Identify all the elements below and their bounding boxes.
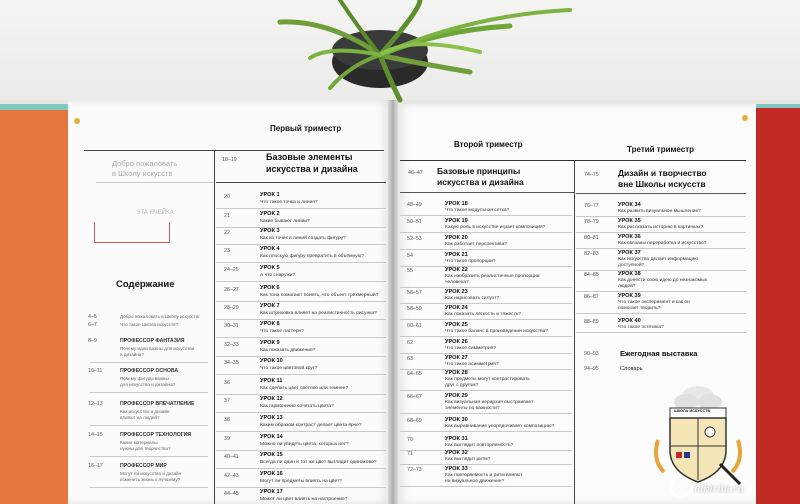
lesson-pages: 36 [224, 380, 230, 386]
lesson-question: Что такое цветовой круг? [260, 366, 318, 371]
row-divider [90, 362, 208, 363]
professor-name: ПРОФЕССОР ВПЕЧАТЛЕНИЕ [120, 401, 195, 407]
row-divider [216, 487, 386, 488]
lesson-question: А что снаружи? [260, 273, 296, 278]
row-divider [216, 394, 386, 395]
row-divider [576, 313, 746, 314]
lesson-question: Всегда ли один и тот же цвет выглядит одинаково? [260, 460, 377, 465]
divider [96, 182, 214, 183]
lesson-question: Как выглядит ритм? [445, 457, 491, 462]
lesson-label: УРОК 21 [445, 252, 468, 258]
lesson-question: Что такое эстетика? [618, 325, 664, 330]
lesson-pages: 54 [407, 253, 413, 259]
dictionary-title: Словарь [620, 366, 643, 372]
lesson-question: Как визуальная иерархия выстраивает [445, 400, 534, 405]
row-divider [400, 266, 572, 267]
lesson-pages: 80–81 [584, 235, 599, 241]
lesson-label: УРОК 25 [445, 322, 468, 328]
row-divider [576, 216, 746, 217]
lesson-label: УРОК 15 [260, 452, 283, 458]
lesson-label: УРОК 27 [445, 355, 468, 361]
lesson-label: УРОК 33 [445, 466, 468, 472]
row-divider [400, 336, 572, 337]
professor-question: для искусства и дизайна? [120, 382, 176, 387]
lesson-label: УРОК 23 [445, 289, 468, 295]
lesson-pages: 66–67 [407, 394, 422, 400]
lesson-question: Что такое баланс в произведении искусства? [445, 329, 549, 334]
professor-name: ПРОФЕССОР ОСНОВА [120, 368, 179, 374]
lesson-pages: 84–85 [584, 272, 599, 278]
lesson-label: УРОК 36 [618, 234, 641, 240]
row-divider [216, 281, 386, 282]
lesson-question: Могут ли предметы влиять на цвет? [260, 479, 342, 484]
lesson-pages: 76–77 [584, 203, 599, 209]
lesson-label: УРОК 26 [445, 339, 468, 345]
row-divider [216, 337, 386, 338]
lesson-pages: 82–83 [584, 251, 599, 257]
lesson-question: Как сделать цвет светлее или темнее? [260, 386, 349, 391]
lesson-pages: 72–73 [407, 467, 422, 473]
lesson-label: УРОК 32 [445, 450, 468, 456]
row-divider [400, 464, 572, 465]
lesson-pages: 38 [224, 417, 230, 423]
pin-icon [742, 115, 748, 121]
row-divider [576, 232, 746, 233]
lesson-question: Как выглядит повторяемость? [445, 443, 514, 448]
lesson-question: Можно ли увидеть цвета, которых нет? [260, 442, 349, 447]
lesson-question: Какие бывают линии? [260, 219, 310, 224]
lesson-pages: 32–33 [224, 342, 239, 348]
lesson-question: доступной? [618, 263, 645, 268]
lesson-pages: 44–45 [224, 491, 239, 497]
school-logo [650, 380, 746, 490]
lesson-label: УРОК 16 [260, 471, 283, 477]
potted-plant [270, 0, 600, 110]
lesson-question: Как из точек и линий создать фигуру? [260, 236, 346, 241]
row-divider [90, 425, 208, 426]
row-divider [400, 390, 572, 391]
lesson-question: на визуальное движение? [445, 479, 505, 484]
lesson-question: друг с другом? [445, 383, 479, 388]
lesson-label: УРОК 6 [260, 285, 280, 291]
lesson-pages: 60–61 [407, 323, 422, 329]
lesson-question: Как донести свою идею до незнакомых [618, 278, 708, 283]
lesson-question: Как показать лёгкость и тяжесть? [445, 312, 522, 317]
lesson-pages: 20 [224, 194, 230, 200]
exhibition-pages: 90–93 [584, 351, 599, 357]
lesson-label: УРОК 2 [260, 211, 280, 217]
professor-pages: 4–5 [88, 314, 97, 320]
professor-pages: 8–9 [88, 338, 97, 344]
professor-question: и дизайна? [120, 352, 144, 357]
lesson-question: Может ли цвет влиять на настроение? [260, 497, 348, 502]
lesson-question: Как развить визуальное мышление? [618, 209, 701, 214]
lesson-label: УРОК 37 [618, 250, 641, 256]
lesson-pages: 30–31 [224, 323, 239, 329]
lesson-label: УРОК 40 [618, 318, 641, 324]
exhibition-title: Ежегодная выставка [620, 349, 698, 358]
row-divider [400, 413, 572, 414]
lesson-question: Как работает перспектива? [445, 242, 508, 247]
welcome-line-2: в Школу искусств [112, 169, 173, 178]
lesson-label: УРОК 35 [618, 218, 641, 224]
lesson-question: Что такое асимметрия? [445, 362, 499, 367]
professor-pages: 14–15 [88, 432, 103, 438]
mid-section-pages: 46–47 [408, 170, 423, 176]
lesson-label: УРОК 11 [260, 378, 283, 384]
section-title-1: Базовые элементы [266, 152, 353, 162]
lesson-pages: 23 [224, 248, 230, 254]
lesson-question: Как связаны переработка и искусство? [618, 241, 707, 246]
book-gutter [388, 100, 398, 504]
lesson-label: УРОК 38 [618, 271, 641, 277]
row-divider [400, 431, 572, 432]
intro-line: Добро пожаловать в Школу искусств! [120, 314, 200, 319]
lesson-pages: 28–29 [224, 305, 239, 311]
row-divider [90, 392, 208, 393]
professor-question: Могут ли искусство и дизайн [120, 471, 182, 476]
lesson-pages: 62 [407, 340, 413, 346]
row-divider [576, 291, 746, 292]
column-divider [214, 150, 215, 504]
labirint-logo-icon [670, 476, 692, 498]
lesson-question: элементы по важности? [445, 406, 500, 411]
pin-icon [74, 118, 80, 124]
lesson-pages: 68–69 [407, 418, 422, 424]
lesson-pages: 64–65 [407, 371, 422, 377]
trimester-3-header: Третий триместр [627, 145, 695, 154]
row-divider [400, 232, 572, 233]
mid-section-title-1: Базовые принципы [437, 166, 521, 176]
professor-question: Почему фигуры важны [120, 376, 169, 381]
lesson-question: Как штриховка влияет на реалистичность рисунка? [260, 311, 377, 316]
professor-name: ПРОФЕССОР ФАНТАЗИЯ [120, 338, 185, 344]
row-divider [576, 248, 746, 249]
lesson-question: Что такое модульная сетка? [445, 208, 510, 213]
lesson-pages: 42–43 [224, 473, 239, 479]
row-divider [216, 412, 386, 413]
right-section-pages: 74–75 [584, 172, 599, 178]
professor-question: нужны для творчества? [120, 446, 171, 451]
trimester-1-header: Первый триместр [270, 124, 342, 133]
lesson-pages: 71 [407, 451, 413, 457]
lesson-label: УРОК 4 [260, 246, 280, 252]
lesson-pages: 26–27 [224, 287, 239, 293]
logo-text: ШКОЛА ИСКУССТВ [674, 409, 711, 413]
lesson-pages: 50–51 [407, 219, 422, 225]
welcome-line-1: Добро пожаловать [112, 159, 178, 168]
section-pages: 18–19 [222, 157, 237, 163]
row-divider [576, 270, 746, 271]
row-divider [216, 244, 386, 245]
row-divider [216, 262, 386, 263]
lesson-question: Как тона помогают понять, что объект трёхмерный? [260, 293, 379, 298]
row-divider [216, 227, 386, 228]
row-divider [216, 356, 386, 357]
lesson-label: УРОК 9 [260, 340, 280, 346]
row-divider [90, 487, 208, 488]
lesson-question: Что такое точка и линия? [260, 200, 318, 205]
row-divider [216, 208, 386, 209]
professor-pages: 12–13 [88, 401, 103, 407]
lesson-label: УРОК 39 [618, 293, 641, 299]
divider [84, 150, 384, 151]
row-divider [216, 301, 386, 302]
lesson-label: УРОК 5 [260, 265, 280, 271]
lesson-label: УРОК 7 [260, 303, 280, 309]
lesson-question: Как рассказать историю в картинках? [618, 225, 704, 230]
professor-question: Почему идеи важны для искусства [120, 346, 195, 351]
lesson-question: Что такое паттерн? [260, 329, 304, 334]
divider [400, 160, 746, 161]
lesson-question: Как показать движение? [260, 348, 316, 353]
professor-pages: 10–11 [88, 368, 103, 374]
row-divider [400, 287, 572, 288]
lesson-question: Что такое эксперимент и как он [618, 300, 690, 305]
divider [576, 193, 746, 194]
lesson-pages: 78–79 [584, 219, 599, 225]
lesson-label: УРОК 20 [445, 235, 468, 241]
lesson-question: Каким образом контраст делает цвета ярче? [260, 423, 362, 428]
lesson-pages: 58–59 [407, 306, 422, 312]
lesson-question: Как плоскую фигуру превратить в объёмную? [260, 254, 364, 259]
lesson-label: УРОК 8 [260, 321, 280, 327]
lesson-label: УРОК 31 [445, 436, 468, 442]
lesson-label: УРОК 1 [260, 192, 280, 198]
lesson-label: УРОК 12 [260, 396, 283, 402]
watermark-text: ЭТА ЯЧЕЙКА [136, 210, 174, 216]
lesson-question: Как искусство делает информацию [618, 257, 698, 262]
red-tag [94, 222, 170, 243]
lesson-label: УРОК 3 [260, 228, 280, 234]
lesson-label: УРОК 34 [618, 202, 641, 208]
section-title-2: искусства и дизайна [266, 164, 358, 174]
lesson-label: УРОК 19 [445, 218, 468, 224]
right-section-title-1: Дизайн и творчество [618, 168, 707, 178]
labirint-watermark: labirint.ru [694, 481, 744, 495]
lesson-pages: 88–89 [584, 319, 599, 325]
professor-question: Какие материалы [120, 440, 158, 445]
contents-title: Содержание [116, 279, 175, 290]
row-divider [400, 249, 572, 250]
lesson-label: УРОК 29 [445, 393, 468, 399]
row-divider [576, 332, 746, 333]
lesson-question: людей? [618, 284, 636, 289]
lesson-label: УРОК 14 [260, 434, 283, 440]
row-divider [400, 353, 572, 354]
lesson-label: УРОК 13 [260, 415, 283, 421]
lesson-label: УРОК 28 [445, 370, 468, 376]
lesson-pages: 34–35 [224, 360, 239, 366]
mid-section-title-2: искусства и дизайна [437, 177, 524, 187]
lesson-pages: 55 [407, 268, 413, 274]
row-divider [90, 456, 208, 457]
lesson-pages: 52–53 [407, 236, 422, 242]
trimester-2-header: Второй триместр [454, 140, 523, 149]
lesson-question: Как повторяемость и ритм влияют [445, 473, 523, 478]
lesson-pages: 21 [224, 213, 230, 219]
lesson-question: помогает творить? [618, 306, 661, 311]
lesson-pages: 63 [407, 356, 413, 362]
lesson-pages: 70 [407, 437, 413, 443]
lesson-label: УРОК 10 [260, 358, 283, 364]
dictionary-pages: 94–95 [584, 366, 599, 372]
lesson-question: человека? [445, 280, 469, 285]
lesson-pages: 24–25 [224, 267, 239, 273]
lesson-label: УРОК 22 [445, 267, 468, 273]
right-section-title-2: вне Школы искусств [618, 179, 706, 189]
lesson-label: УРОК 24 [445, 305, 468, 311]
intro-line: Что такое Школа искусств? [120, 322, 179, 327]
lesson-question: Что такое пропорции? [445, 259, 496, 264]
lesson-label: УРОК 18 [445, 201, 468, 207]
professor-question: изменить жизнь к лучшему? [120, 477, 181, 482]
lesson-pages: 22 [224, 230, 230, 236]
row-divider [400, 303, 572, 304]
row-divider [216, 431, 386, 432]
lesson-question: Как гармонично сочетать цвета? [260, 404, 334, 409]
professor-name: ПРОФЕССОР МИР [120, 463, 167, 469]
row-divider [400, 450, 572, 451]
row-divider [216, 374, 386, 375]
lesson-label: УРОК 30 [445, 417, 468, 423]
divider [216, 182, 386, 183]
column-divider [574, 160, 575, 504]
lesson-pages: 48–49 [407, 202, 422, 208]
lesson-label: УРОК 17 [260, 489, 283, 495]
row-divider [400, 215, 572, 216]
professor-name: ПРОФЕССОР ТЕХНОЛОГИЯ [120, 432, 192, 438]
row-divider [400, 486, 572, 487]
lesson-question: Как нарисовать силуэт? [445, 296, 500, 301]
lesson-question: Как выравнивание упорядочивает композицию? [445, 424, 555, 429]
lesson-pages: 37 [224, 398, 230, 404]
lesson-pages: 39 [224, 436, 230, 442]
professor-question: влияют на людей? [120, 415, 160, 420]
lesson-question: Как изобразить реалистичные пропорции [445, 274, 540, 279]
row-divider [216, 468, 386, 469]
divider [400, 192, 574, 193]
row-divider [400, 319, 572, 320]
lesson-question: Что такое симметрия? [445, 346, 496, 351]
lesson-pages: 86–87 [584, 294, 599, 300]
professor-question: Как искусство и дизайн [120, 409, 170, 414]
lesson-question: Как предметы могут контрастировать [445, 377, 530, 382]
professor-pages: 6–7 [88, 322, 97, 328]
row-divider [216, 319, 386, 320]
lesson-pages: 40–41 [224, 454, 239, 460]
lesson-pages: 56–57 [407, 290, 422, 296]
row-divider [400, 369, 572, 370]
professor-pages: 16–17 [88, 463, 103, 469]
row-divider [216, 450, 386, 451]
lesson-question: Какую роль в искусстве играет композиция? [445, 225, 546, 230]
